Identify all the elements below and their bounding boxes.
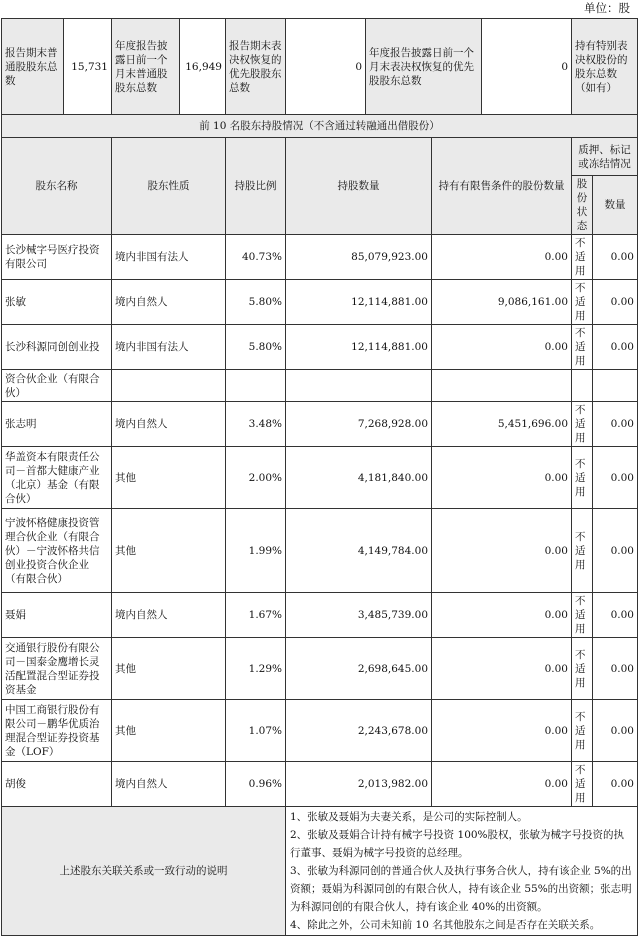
shareholder-nature: 境内非国有法人 [112, 325, 226, 370]
shareholder-ratio: 1.29% [226, 638, 286, 700]
shareholder-count: 0.00 [593, 447, 638, 509]
shareholder-qty: 2,243,678.00 [286, 700, 432, 762]
summary-value-2: 16,949 [180, 19, 226, 115]
table-row [2, 325, 638, 370]
table-row [2, 700, 638, 762]
table-row [2, 509, 638, 593]
shareholder-nature: 境内自然人 [112, 762, 226, 807]
table-row [2, 235, 638, 280]
shareholder-status: 不适用 [572, 762, 593, 807]
shareholder-restricted: 5,451,696.00 [432, 402, 572, 447]
relation-row [2, 807, 638, 936]
shareholder-nature: 其他 [112, 638, 226, 700]
header-pledge: 质押、标记或冻结情况 [572, 138, 638, 176]
shareholder-nature: 境内自然人 [112, 280, 226, 325]
shareholder-name: 中国工商银行股份有限公司－鹏华优质治理混合型证券投资基金（LOF） [2, 700, 112, 762]
shareholder-count: 0.00 [593, 402, 638, 447]
shareholder-status: 不适用 [572, 447, 593, 509]
shareholder-status: 不适用 [572, 638, 593, 700]
shareholder-name: 交通银行股份有限公司－国泰金鹰增长灵活配置混合型证券投资基金 [2, 638, 112, 700]
shareholder-nature [112, 370, 226, 402]
shareholder-qty: 7,268,928.00 [286, 402, 432, 447]
shareholder-name: 华盖资本有限责任公司－首都大健康产业（北京）基金（有限合伙） [2, 447, 112, 509]
shareholder-status: 不适用 [572, 402, 593, 447]
relation-note: 1、张敏及聂娟为夫妻关系，是公司的实际控制人。 [290, 811, 528, 823]
shareholder-status [572, 370, 593, 402]
shareholder-nature: 境内非国有法人 [112, 235, 226, 280]
table-row [2, 762, 638, 807]
shareholder-qty: 2,698,645.00 [286, 638, 432, 700]
summary-label-5: 持有特别表决权股份的股东总数（如有） [572, 19, 638, 115]
section-title: 前 10 名股东持股情况（不含通过转融通出借股份） [2, 115, 638, 138]
summary-label-2: 年度报告披露日前一个月末普通股股东总数 [112, 19, 180, 115]
shareholder-name: 张志明 [2, 402, 112, 447]
shareholder-ratio: 3.48% [226, 402, 286, 447]
shareholder-qty: 4,149,784.00 [286, 509, 432, 593]
shareholder-name: 长沙科源同创创业投 [2, 325, 112, 370]
relation-label: 上述股东关联关系或一致行动的说明 [2, 807, 286, 936]
relation-notes [286, 807, 638, 936]
shareholder-restricted: 0.00 [432, 638, 572, 700]
shareholder-name: 资合伙企业（有限合伙） [2, 370, 112, 402]
shareholder-ratio: 1.07% [226, 700, 286, 762]
shareholder-nature: 其他 [112, 700, 226, 762]
shareholder-restricted: 0.00 [432, 235, 572, 280]
unit-label: 单位：股 [584, 1, 630, 15]
shareholder-ratio: 1.67% [226, 593, 286, 638]
shareholder-qty: 85,079,923.00 [286, 235, 432, 280]
shareholder-name: 聂娟 [2, 593, 112, 638]
shareholder-ratio: 1.99% [226, 509, 286, 593]
shareholder-qty: 12,114,881.00 [286, 280, 432, 325]
table-row [2, 370, 638, 402]
table-row [2, 402, 638, 447]
shareholder-name: 张敏 [2, 280, 112, 325]
header-nature: 股东性质 [112, 138, 226, 235]
shareholder-count: 0.00 [593, 235, 638, 280]
shareholder-status: 不适用 [572, 593, 593, 638]
shareholder-restricted [432, 370, 572, 402]
shareholder-count: 0.00 [593, 280, 638, 325]
shareholder-count: 0.00 [593, 593, 638, 638]
shareholder-restricted: 0.00 [432, 593, 572, 638]
summary-value-3: 0 [286, 19, 366, 115]
shareholder-qty: 3,485,739.00 [286, 593, 432, 638]
shareholder-table [1, 18, 638, 936]
shareholder-nature: 境内自然人 [112, 593, 226, 638]
summary-label-4: 年度报告披露日前一个月末表决权恢复的优先股股东总数 [366, 19, 482, 115]
shareholder-ratio: 5.80% [226, 280, 286, 325]
header-ratio: 持股比例 [226, 138, 286, 235]
shareholder-qty [286, 370, 432, 402]
shareholder-count [593, 370, 638, 402]
shareholder-name: 胡俊 [2, 762, 112, 807]
shareholder-count: 0.00 [593, 325, 638, 370]
shareholder-count: 0.00 [593, 700, 638, 762]
shareholder-restricted: 0.00 [432, 762, 572, 807]
table-row [2, 593, 638, 638]
header-status: 股份状态 [572, 176, 593, 235]
summary-value-1: 15,731 [64, 19, 112, 115]
summary-value-4: 0 [482, 19, 572, 115]
shareholder-ratio: 5.80% [226, 325, 286, 370]
shareholder-qty: 4,181,840.00 [286, 447, 432, 509]
section-title-row [2, 115, 638, 138]
table-row [2, 280, 638, 325]
shareholder-nature: 其他 [112, 509, 226, 593]
shareholder-nature: 境内自然人 [112, 402, 226, 447]
shareholder-restricted: 0.00 [432, 700, 572, 762]
shareholder-restricted: 0.00 [432, 509, 572, 593]
shareholder-qty: 12,114,881.00 [286, 325, 432, 370]
shareholder-restricted: 0.00 [432, 325, 572, 370]
shareholder-status: 不适用 [572, 280, 593, 325]
shareholder-count: 0.00 [593, 638, 638, 700]
shareholder-ratio: 40.73% [226, 235, 286, 280]
shareholder-qty: 2,013,982.00 [286, 762, 432, 807]
header-row-1 [2, 138, 638, 176]
shareholder-status: 不适用 [572, 509, 593, 593]
shareholder-name: 宁波怀格健康投资管理合伙企业（有限合伙）－宁波怀格共信创业投资合伙企业（有限合伙） [2, 509, 112, 593]
shareholder-restricted: 0.00 [432, 447, 572, 509]
summary-label-1: 报告期末普通股股东总数 [2, 19, 64, 115]
summary-label-3: 报告期末表决权恢复的优先股股东总数 [226, 19, 286, 115]
shareholder-nature: 其他 [112, 447, 226, 509]
relation-note: 3、张敏为科源同创的普通合伙人及执行事务合伙人，持有该企业 5%的出资额；聂娟为科源同创的有限合伙人，持有该企业 55%的出资额；张志明为科源同创的有限合伙人，持有该企业 40%的出资额。 [290, 865, 632, 913]
header-restricted: 持有有限售条件的股份数量 [432, 138, 572, 235]
shareholder-restricted: 9,086,161.00 [432, 280, 572, 325]
shareholder-count: 0.00 [593, 762, 638, 807]
relation-note: 4、除此之外，公司未知前 10 名其他股东之间是否存在关联关系。 [290, 919, 601, 931]
summary-row [2, 19, 638, 115]
table-row [2, 638, 638, 700]
shareholder-count: 0.00 [593, 509, 638, 593]
header-count: 数量 [593, 176, 638, 235]
shareholder-ratio: 2.00% [226, 447, 286, 509]
shareholder-ratio [226, 370, 286, 402]
shareholder-status: 不适用 [572, 235, 593, 280]
header-name: 股东名称 [2, 138, 112, 235]
relation-note: 2、张敏及聂娟合计持有械字号投资 100%股权，张敏为械字号投资的执行董事、聂娟为械字号投资的总经理。 [290, 829, 625, 859]
table-row [2, 447, 638, 509]
shareholder-ratio: 0.96% [226, 762, 286, 807]
header-qty: 持股数量 [286, 138, 432, 235]
shareholder-status: 不适用 [572, 700, 593, 762]
shareholder-name: 长沙械字号医疗投资有限公司 [2, 235, 112, 280]
shareholder-status: 不适用 [572, 325, 593, 370]
